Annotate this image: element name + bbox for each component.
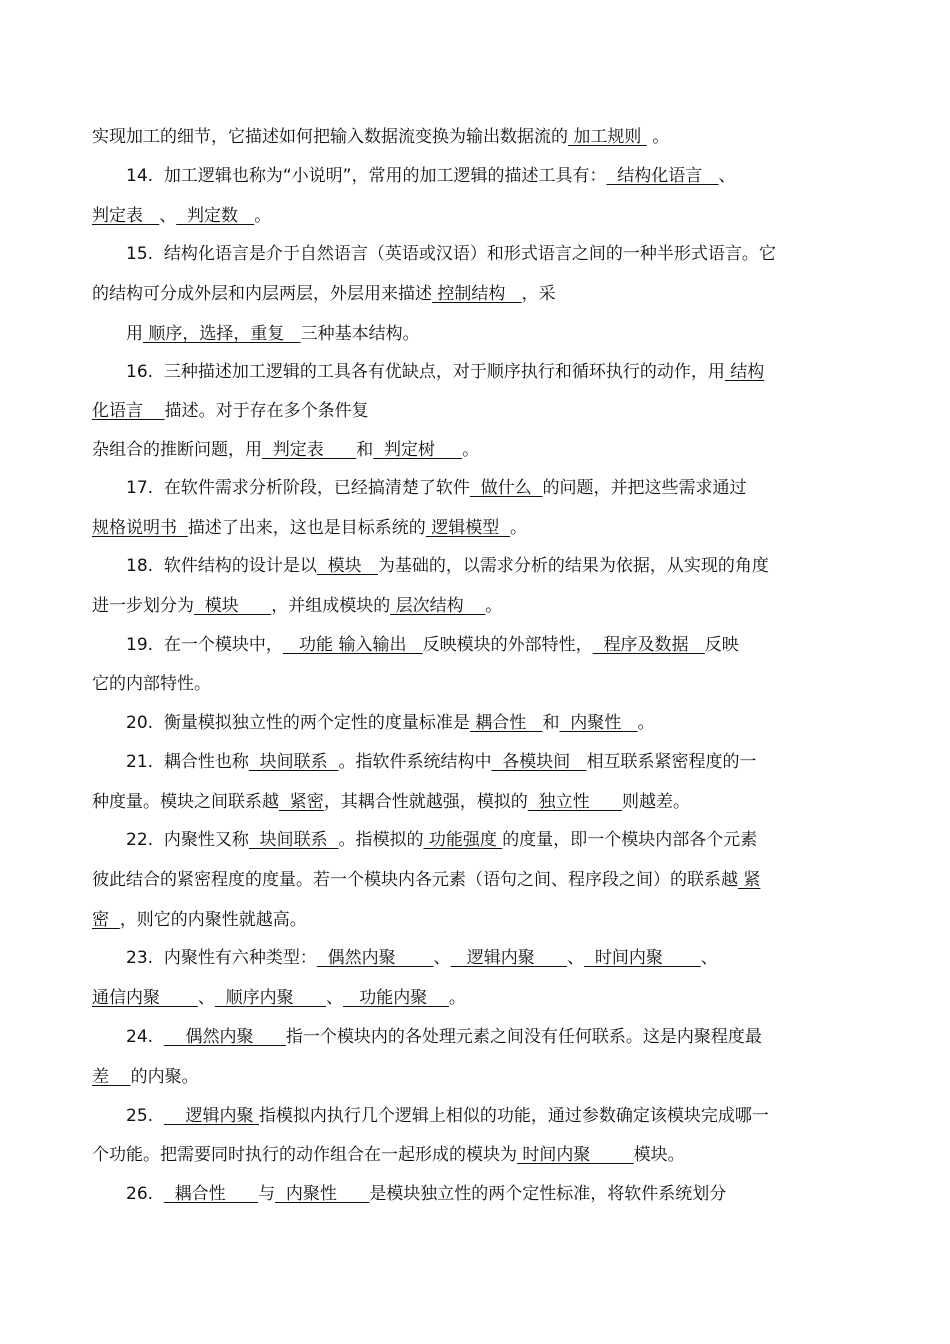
text-line (92, 828, 860, 852)
text-segment: 、 (159, 206, 177, 226)
blank-answer: 差 (92, 1067, 131, 1087)
text-segment: 。 (637, 713, 655, 733)
blank-answer: 通信内聚 (92, 988, 198, 1008)
text-segment: 。 (510, 518, 528, 538)
blank-answer: 紧 (738, 870, 761, 890)
text-segment: 26. (92, 1184, 164, 1204)
text-segment: 模块。 (633, 1145, 685, 1165)
blank-answer: 内聚性 (275, 1184, 370, 1204)
text-segment: 进一步划分为 (92, 596, 194, 616)
blank-answer: 逻辑模型 (425, 518, 511, 538)
text-segment: 的内聚。 (130, 1067, 199, 1087)
text-segment: 实现加工的细节，它描述如何把输入数据流变换为输出数据流的 (92, 127, 568, 147)
blank-answer: 判定表 (262, 440, 357, 460)
text-line (92, 1104, 860, 1128)
blank-answer: 时间内聚 (517, 1145, 634, 1165)
text-line (92, 516, 860, 540)
text-line (92, 1182, 860, 1206)
blank-answer: 耦合性 (163, 1184, 259, 1204)
text-segment: 22. 内聚性又称 (92, 830, 249, 850)
text-segment: ，并组成模块的 (271, 596, 391, 616)
text-line (92, 125, 860, 149)
text-segment: 描述了出来，这也是目标系统的 (187, 518, 426, 538)
text-segment: 、 (433, 948, 451, 968)
text-segment: ，其耦合性就越强，模拟的 (323, 792, 528, 812)
text-segment: 14. 加工逻辑也称为“小说明”，常用的加工逻辑的描述工具有： (92, 166, 607, 186)
text-segment: 17. 在软件需求分析阶段，已经搞清楚了软件 (92, 478, 470, 498)
text-segment: 的度量，即一个模块内部各个元素 (502, 830, 758, 850)
text-line (92, 1143, 860, 1167)
text-segment: 的结构可分成外层和内层两层，外层用来描述 (92, 284, 432, 304)
blank-answer: 功能 输入输出 (282, 635, 423, 655)
text-segment: 、 (700, 948, 718, 968)
blank-answer: 耦合性 (469, 713, 543, 733)
blank-answer: 加工规则 (568, 127, 647, 147)
blank-answer: 判定表 (92, 206, 160, 226)
text-segment: 用 (92, 324, 143, 344)
text-line (92, 868, 860, 892)
text-line (92, 322, 860, 346)
blank-answer: 偶然内聚 (163, 1027, 286, 1047)
text-line (92, 204, 860, 228)
text-segment: 彼此结合的紧密程度的度量。若一个模块内各元素（语句之间、程序段之间）的联系越 (92, 870, 738, 890)
text-segment: 描述。对于存在多个条件复 (164, 401, 369, 421)
blank-answer: 规格说明书 (92, 518, 188, 538)
text-segment: 反映 (704, 635, 739, 655)
text-line (92, 750, 860, 774)
blank-answer: 偶然内聚 (316, 948, 434, 968)
text-line (92, 946, 860, 970)
text-segment: 和 (356, 440, 374, 460)
blank-answer: 判定树 (373, 440, 463, 460)
text-line (92, 986, 860, 1010)
text-line (92, 282, 860, 306)
text-segment: 相互联系紧密程度的一 (586, 752, 757, 772)
text-segment: 、 (326, 988, 344, 1008)
text-segment: 三种基本结构。 (300, 324, 420, 344)
blank-answer: 各模块间 (491, 752, 587, 772)
text-segment: 18. 软件结构的设计是以 (92, 556, 317, 576)
blank-answer: 紧密 (279, 792, 324, 812)
text-segment: 15. 结构化语言是介于自然语言（英语或汉语）和形式语言之间的一种半形式语言。它 (92, 244, 776, 264)
text-segment: 它的内部特性。 (92, 674, 211, 694)
text-line (92, 672, 860, 696)
text-segment: 20. 衡量模拟独立性的两个定性的度量标准是 (92, 713, 470, 733)
text-segment: 。 (448, 988, 466, 1008)
blank-answer: 功能内聚 (343, 988, 449, 1008)
blank-answer: 顺序，选择，重复 (143, 324, 301, 344)
text-segment: 25. (92, 1106, 164, 1126)
blank-answer: 顺序内聚 (214, 988, 327, 1008)
blank-answer: 块间联系 (248, 752, 339, 772)
text-segment: 16. 三种描述加工逻辑的工具各有优缺点，对于顺序执行和循环执行的动作，用 (92, 362, 725, 382)
blank-answer: 逻辑内聚 (163, 1106, 259, 1126)
text-line (92, 711, 860, 735)
text-segment: 和 (542, 713, 560, 733)
text-segment: 。 (254, 206, 272, 226)
text-segment: 。 (462, 440, 480, 460)
blank-answer: 逻辑内聚 (450, 948, 568, 968)
text-line (92, 554, 860, 578)
blank-answer: 控制结构 (432, 284, 522, 304)
text-line (92, 242, 860, 266)
text-segment: 。指模拟的 (338, 830, 424, 850)
text-segment: 为基础的，以需求分析的结果为依据，从实现的角度 (377, 556, 769, 576)
text-segment: 指一个模块内的各处理元素之间没有任何联系。这是内聚程度最 (285, 1027, 762, 1047)
blank-answer: 模块 (316, 556, 378, 576)
text-line (92, 438, 860, 462)
text-segment: 。 (646, 127, 670, 147)
text-segment: 与 (258, 1184, 276, 1204)
blank-answer: 做什么 (469, 478, 543, 498)
text-segment: 21. 耦合性也称 (92, 752, 249, 772)
text-segment: 、 (567, 948, 585, 968)
text-segment: 指模拟内执行几个逻辑上相似的功能，通过参数确定该模块完成哪一 (258, 1106, 769, 1126)
text-line (92, 476, 860, 500)
text-line (92, 790, 860, 814)
blank-answer: 密 (92, 910, 120, 930)
text-line (92, 1065, 860, 1089)
text-line (92, 360, 860, 384)
blank-answer: 结构 (724, 362, 765, 382)
text-segment: 反映模块的外部特性， (422, 635, 593, 655)
text-segment: 的问题，并把这些需求通过 (542, 478, 747, 498)
text-segment: ，则它的内聚性就越高。 (119, 910, 307, 930)
text-segment: ，采 (521, 284, 556, 304)
text-line (92, 164, 860, 188)
text-segment: 则越差。 (622, 792, 691, 812)
text-segment: 个功能。把需要同时执行的动作组合在一起形成的模块为 (92, 1145, 517, 1165)
text-segment: 杂组合的推断问题，用 (92, 440, 262, 460)
blank-answer: 判定数 (176, 206, 255, 226)
text-segment: 、 (197, 988, 215, 1008)
blank-answer: 独立性 (527, 792, 623, 812)
text-line (92, 594, 860, 618)
blank-answer: 内聚性 (559, 713, 638, 733)
text-segment: 23. 内聚性有六种类型： (92, 948, 317, 968)
text-segment: 是模块独立性的两个定性标准，将软件系统划分 (369, 1184, 727, 1204)
text-segment: 。指软件系统结构中 (338, 752, 492, 772)
blank-answer: 层次结构 (390, 596, 486, 616)
blank-answer: 程序及数据 (592, 635, 705, 655)
blank-answer: 时间内聚 (584, 948, 701, 968)
text-line (92, 399, 860, 423)
blank-answer: 模块 (194, 596, 272, 616)
text-line (92, 633, 860, 657)
text-segment: 19. 在一个模块中， (92, 635, 283, 655)
text-segment: 种度量。模块之间联系越 (92, 792, 279, 812)
blank-answer: 块间联系 (248, 830, 339, 850)
text-segment: 。 (485, 596, 503, 616)
text-segment: 、 (718, 166, 736, 186)
blank-answer: 结构化语言 (606, 166, 719, 186)
text-line (92, 908, 860, 932)
blank-answer: 化语言 (92, 401, 165, 421)
text-segment: 24. (92, 1027, 164, 1047)
text-line (92, 1025, 860, 1049)
blank-answer: 功能强度 (423, 830, 503, 850)
